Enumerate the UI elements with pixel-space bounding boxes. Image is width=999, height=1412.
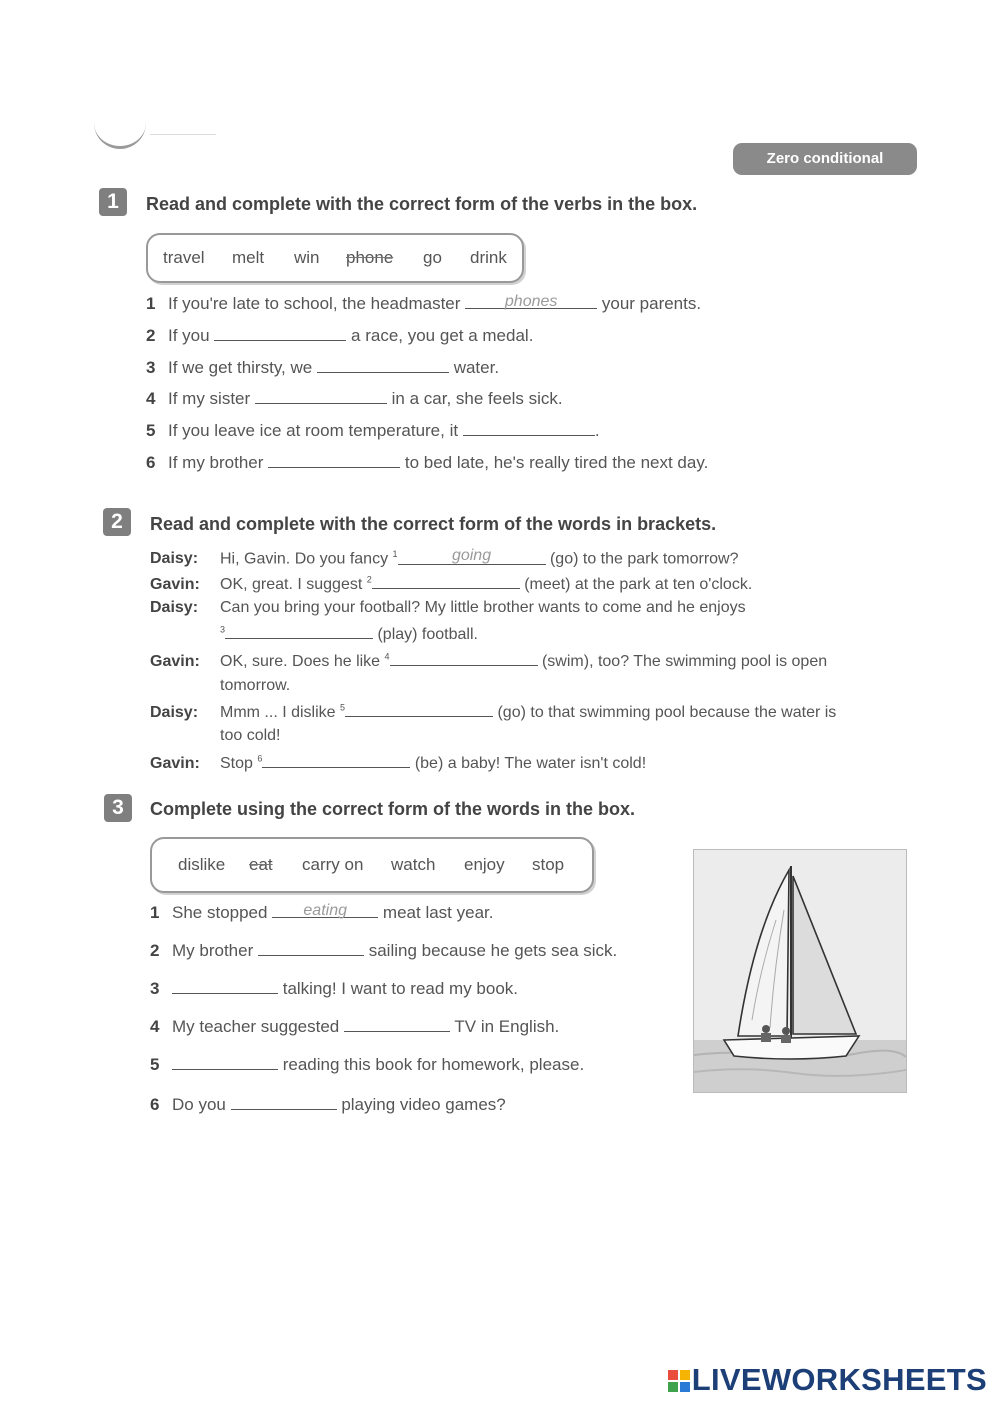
exercise-3-item: 5 reading this book for homework, please. <box>150 1055 585 1074</box>
exercise-3-number: 3 <box>104 794 132 822</box>
section-tag: Zero conditional <box>733 143 917 175</box>
answer-blank[interactable] <box>317 358 449 373</box>
speaker: Gavin: <box>150 576 200 593</box>
exercise-3-item: 3 talking! I want to read my book. <box>150 979 519 998</box>
answer-blank[interactable] <box>268 453 400 468</box>
exercise-3-heading: Complete using the correct form of the words in the box. <box>150 799 636 819</box>
dialogue-line: too cold! <box>220 727 281 744</box>
answer-blank[interactable] <box>345 702 493 717</box>
answer-blank[interactable] <box>272 903 378 918</box>
sailboat-icon <box>694 850 906 1092</box>
exercise-1-item: 6 If my brother to bed late, he's really tired the next day. <box>146 453 709 472</box>
answer-blank[interactable] <box>463 421 595 436</box>
speaker: Gavin: <box>150 755 200 772</box>
speaker: Daisy: <box>150 704 199 721</box>
exercise-1-item: 1 If you're late to school, the headmaster phones your parents. <box>146 293 702 313</box>
answer-blank[interactable] <box>372 574 520 589</box>
word-box-item-used: phone <box>346 248 394 267</box>
header-rule <box>150 134 216 135</box>
answer-blank[interactable] <box>262 753 410 768</box>
word-box-item: win <box>294 248 320 267</box>
dialogue-line: Daisy: Can you bring your football? My little brother wants to come and he enjoys <box>150 599 746 616</box>
answer-blank[interactable] <box>344 1017 450 1032</box>
exercise-2-number: 2 <box>103 508 131 536</box>
liveworksheets-logo-icon <box>668 1370 690 1392</box>
word-box-item: drink <box>470 248 507 267</box>
exercise-3-item: 6 Do you playing video games? <box>150 1095 506 1114</box>
answer-blank[interactable] <box>465 294 597 309</box>
liveworksheets-logo: LIVEWORKSHEETS <box>668 1362 987 1398</box>
word-box-item: stop <box>532 855 565 874</box>
dialogue-line: tomorrow. <box>220 677 291 694</box>
answer-blank[interactable] <box>255 389 387 404</box>
exercise-1-item: 4 If my sister in a car, she feels sick. <box>146 389 563 408</box>
word-box-item: go <box>423 248 442 267</box>
exercise-1-heading: Read and complete with the correct form of the verbs in the box. <box>146 194 698 214</box>
word-box-item: watch <box>391 855 436 874</box>
answer-blank[interactable] <box>390 651 538 666</box>
exercise-3-word-box <box>150 837 594 893</box>
answer-blank[interactable] <box>172 1055 278 1070</box>
exercise-1-word-box <box>146 233 524 283</box>
unit-badge-circle <box>94 108 146 149</box>
word-box-item: travel <box>163 248 205 267</box>
exercise-2-heading: Read and complete with the correct form of the words in brackets. <box>150 514 717 534</box>
speaker: Daisy: <box>150 550 199 568</box>
answer-blank[interactable] <box>258 941 364 956</box>
exercise-1-item: 5 If you leave ice at room temperature, it . <box>146 421 600 440</box>
exercise-3-item: 1 She stopped eating meat last year. <box>150 902 494 922</box>
word-box-item: enjoy <box>464 855 505 874</box>
exercise-3-item: 4 My teacher suggested TV in English. <box>150 1017 560 1036</box>
dialogue-line: Gavin: OK, sure. Does he like $^4$ (swim), too? The swimming pool is open <box>150 651 828 670</box>
dialogue-line: Daisy: Hi, Gavin. Do you fancy $^1$ going (go) to the park tomorrow? <box>150 547 739 568</box>
word-box-item: melt <box>232 248 265 267</box>
speaker: Daisy: <box>150 599 199 616</box>
answer-blank[interactable] <box>225 624 373 639</box>
example-answer: phones <box>504 293 558 310</box>
exercise-1-item: 2 If you a race, you get a medal. <box>146 326 534 345</box>
answer-blank[interactable] <box>172 979 278 994</box>
dialogue-line: Gavin: Stop $^6$ (be) a baby! The water isn't cold! <box>150 753 647 772</box>
answer-blank[interactable] <box>231 1095 337 1110</box>
exercise-1-item: 3 If we get thirsty, we water. <box>146 358 500 377</box>
dialogue-line: $^3$ (play) football. <box>220 624 478 643</box>
example-answer: going <box>451 547 492 565</box>
speaker: Gavin: <box>150 653 200 670</box>
answer-blank[interactable] <box>214 326 346 341</box>
dialogue-line: Daisy: Mmm ... I dislike $^5$ (go) to that swimming pool because the water is <box>150 702 837 721</box>
word-box-item: dislike <box>178 855 226 874</box>
word-box-item-used: eat <box>249 855 273 874</box>
example-answer: eating <box>303 902 347 919</box>
dialogue-line: Gavin: OK, great. I suggest $^2$ (meet) at the park at ten o'clock. <box>150 574 753 593</box>
sailboat-illustration <box>693 849 907 1093</box>
exercise-3-item: 2 My brother sailing because he gets sea sick. <box>150 941 618 960</box>
exercise-1-number: 1 <box>99 188 127 216</box>
answer-blank[interactable] <box>398 547 546 565</box>
word-box-item: carry on <box>302 855 364 874</box>
